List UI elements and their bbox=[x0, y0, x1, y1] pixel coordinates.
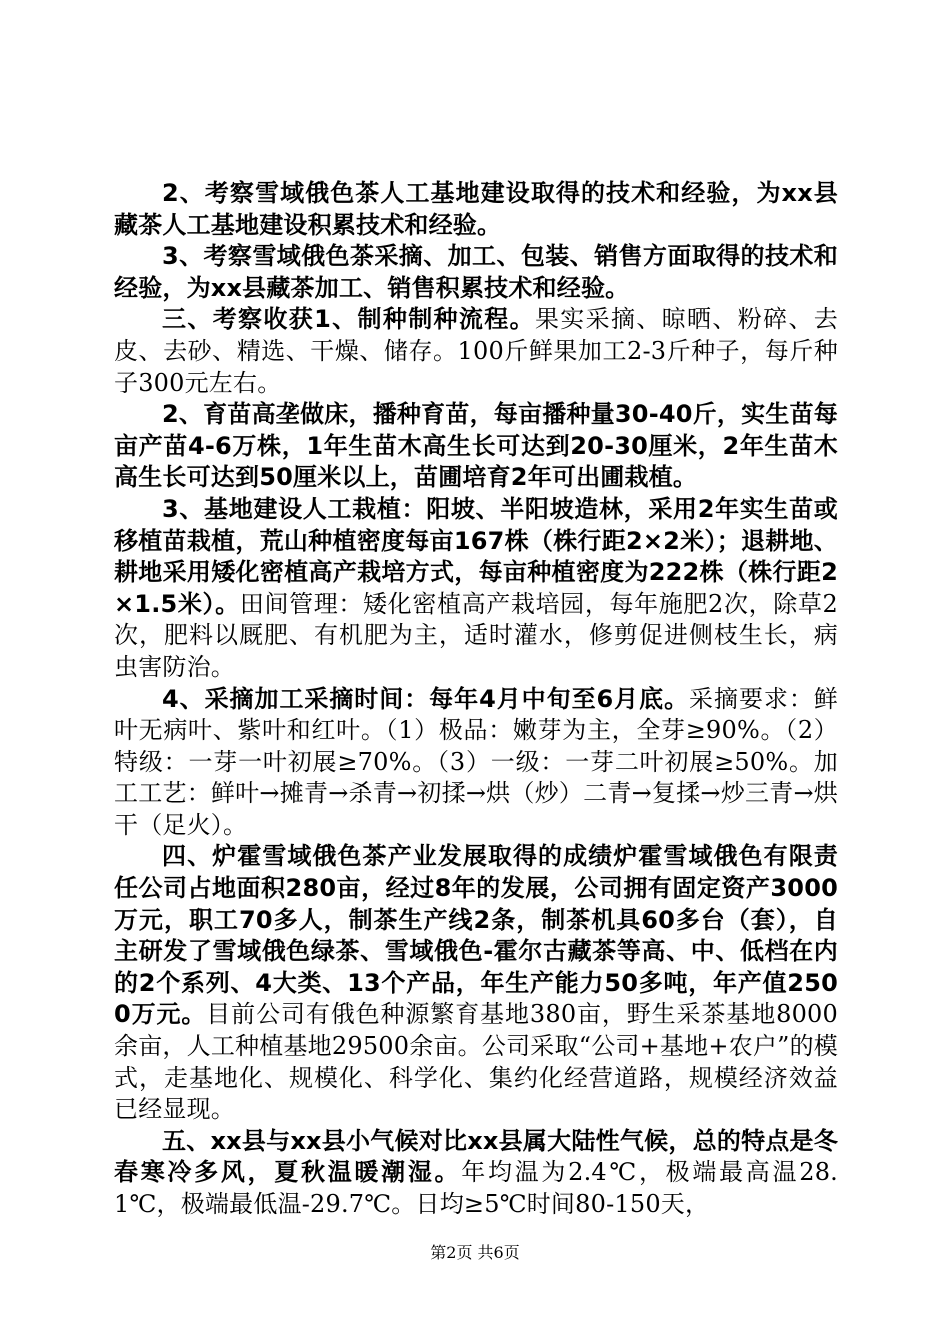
paragraph-body: 果实采摘、晾晒、粉碎、去皮、去砂、精选、干燥、储存。100斤鲜果加工2-3斤种子，每斤种子300元左右。 bbox=[114, 305, 838, 397]
paragraph-body: 目前公司有俄色种源繁育基地380亩，野生采茶基地8000余亩，人工种植基地29500余亩。公司采取“公司+基地+农户”的模式，走基地化、规模化、科学化、集约化经营道路，规模经济效益已经显现。 bbox=[114, 1000, 838, 1124]
paragraph-lead: 3、考察雪域俄色茶采摘、加工、包装、销售方面取得的技术和经验，为xx县藏茶加工、销售积累技术和经验。 bbox=[114, 242, 838, 302]
paragraph-body: 年均温为2.4℃，极端最高温28.1℃，极端最低温-29.7℃。日均≥5℃时间80-150天， bbox=[114, 1158, 838, 1218]
paragraph-lead: 2、育苗高垄做床，播种育苗，每亩播种量30-40斤，实生苗每亩产苗4-6万株，1年生苗木高生长可达到20-30厘米，2年生苗木高生长可达到50厘米以上，苗圃培育2年可出圃栽植。 bbox=[114, 400, 838, 492]
paragraph-lead: 四、炉霍雪域俄色茶产业发展取得的成绩炉霍雪域俄色有限责任公司占地面积280亩，经过8年的发展，公司拥有固定资产3000万元，职工70多人，制茶生产线2条，制茶机具60多台（套），自主研发了雪域俄色绿茶、雪域俄色-霍尔古藏茶等高、中、低档在内的2个系列、4大类、13个产品，年生产能力50多吨，年产值2500万元。 bbox=[114, 842, 838, 1029]
paragraph-objective-3 bbox=[114, 241, 838, 304]
paragraph-lead: 三、考察收获1、制种制种流程。 bbox=[162, 305, 535, 334]
paragraph-climate bbox=[114, 1126, 838, 1221]
paragraph-harvest-seed bbox=[114, 304, 838, 399]
paragraph-body: 采摘要求：鲜叶无病叶、紫叶和红叶。（1）极品：嫩芽为主，全芽≥90%。（2）特级：一芽一叶初展≥70%。（3）一级：一芽二叶初展≥50%。加工工艺：鲜叶→摊青→杀青→初揉→烘（炒）二青→复揉→炒三青→烘干（足火）。 bbox=[114, 684, 839, 839]
paragraph-seedling bbox=[114, 399, 838, 494]
document-body bbox=[114, 178, 838, 1221]
page-number: 第2页 共6页 bbox=[430, 1243, 520, 1262]
paragraph-body: 田间管理：矮化密植高产栽培园，每年施肥2次，除草2次，肥料以厩肥、有机肥为主，适时灌水，修剪促进侧枝生长，病虫害防治。 bbox=[114, 589, 838, 681]
paragraph-picking bbox=[114, 684, 838, 842]
paragraph-objective-2 bbox=[114, 178, 838, 241]
paragraph-lead: 4、采摘加工采摘时间：每年4月中旬至6月底。 bbox=[162, 684, 690, 713]
paragraph-lead: 五、xx县与xx县小气候对比xx县属大陆性气候，总的特点是冬春寒冷多风，夏秋温暖潮湿。 bbox=[114, 1126, 838, 1187]
page-footer bbox=[0, 1243, 950, 1263]
paragraph-achievements bbox=[114, 841, 838, 1125]
paragraph-lead: 2、考察雪域俄色茶人工基地建设取得的技术和经验，为xx县藏茶人工基地建设积累技术和经验。 bbox=[114, 179, 838, 239]
paragraph-lead: 3、基地建设人工栽植：阳坡、半阳坡造林，采用2年实生苗或移植苗栽植，荒山种植密度每亩167株（株行距2×2米）；退耕地、耕地采用矮化密植高产栽培方式，每亩种植密度为222株（株行距2×1.5米）。 bbox=[114, 494, 838, 618]
paragraph-planting bbox=[114, 494, 838, 684]
